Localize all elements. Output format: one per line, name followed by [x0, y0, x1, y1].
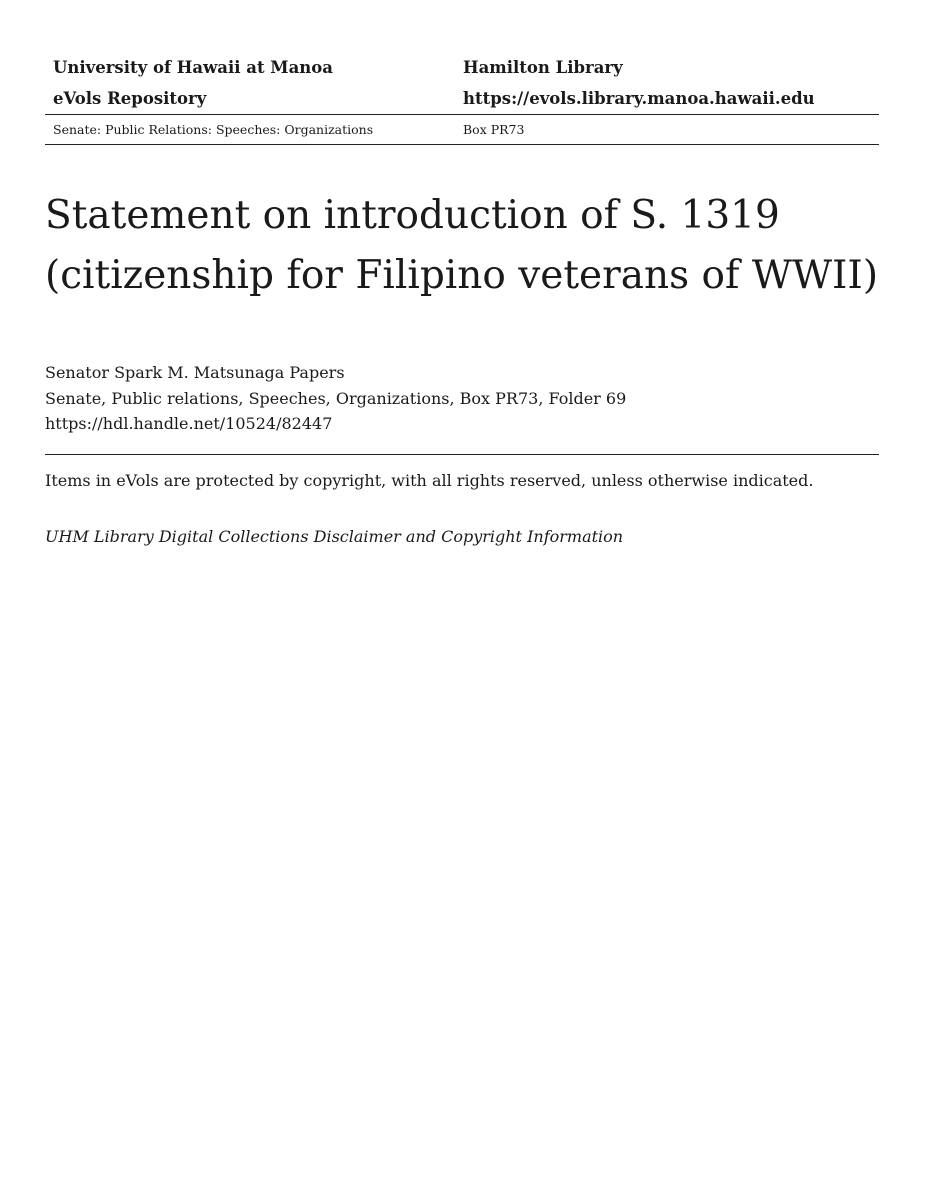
document-title: [45, 186, 885, 306]
rights-statement: Items in eVols are protected by copyright, with all rights reserved, unless otherwise indicated.: [45, 471, 814, 490]
handle-link[interactable]: https://hdl.handle.net/10524/82447: [45, 414, 333, 433]
institution-name: University of Hawaii at Manoa: [53, 58, 333, 77]
box-label: Box PR73: [463, 122, 525, 137]
document-header: [45, 52, 879, 145]
folder-location: Senate, Public relations, Speeches, Organizations, Box PR73, Folder 69: [45, 388, 627, 408]
repository-url[interactable]: https://evols.library.manoa.hawaii.edu: [463, 89, 815, 108]
header-row-3: [45, 115, 879, 144]
library-name: Hamilton Library: [463, 58, 623, 77]
title-line-1: Statement on introduction of S. 1319: [45, 193, 780, 238]
metadata-divider: [45, 454, 879, 455]
repository-name: eVols Repository: [53, 89, 207, 108]
header-divider-bottom: [45, 144, 879, 145]
header-row-2: [45, 83, 879, 114]
metadata-block: [45, 360, 626, 437]
title-line-2: (citizenship for Filipino veterans of WWII): [45, 253, 879, 298]
disclaimer-link[interactable]: UHM Library Digital Collections Disclaimer and Copyright Information: [45, 527, 624, 546]
collection-name: Senator Spark M. Matsunaga Papers: [45, 363, 345, 382]
header-row-1: [45, 52, 879, 83]
collection-path: Senate: Public Relations: Speeches: Organizations: [53, 122, 374, 137]
